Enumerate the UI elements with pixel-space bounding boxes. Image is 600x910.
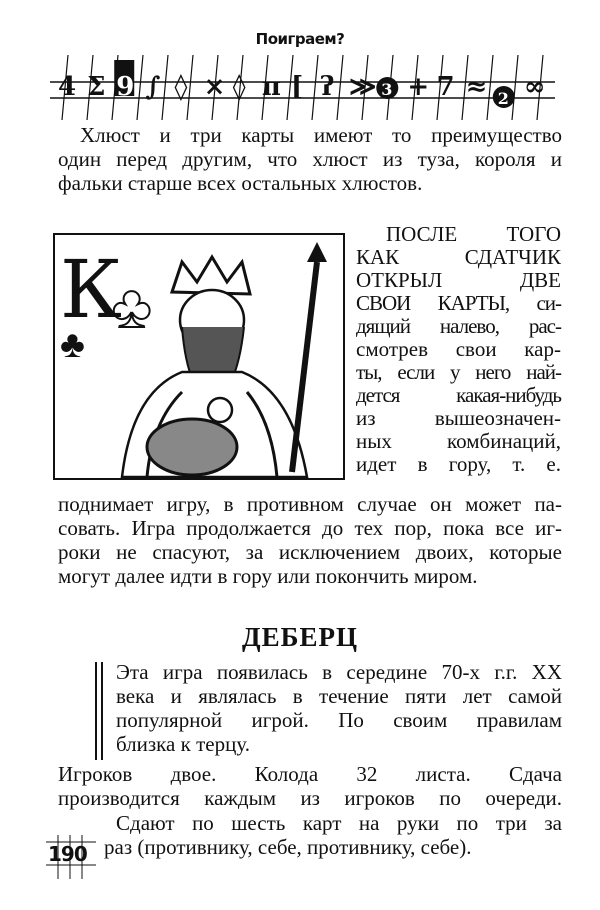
text-line: идет в гору, т. е.: [356, 452, 561, 476]
ornament-rule: [312, 55, 318, 120]
text-line: ОТКРЫЛ ДВЕ: [356, 268, 561, 292]
text-line: популярной игрой. По своим правилам: [116, 708, 562, 732]
ornament-symbol: +: [407, 72, 430, 102]
text-line: из вышеозначен-: [356, 406, 561, 430]
text-line: раз (противнику, себе, противнику, себе).: [104, 835, 472, 859]
text-line: роки не спасуют, за исключением двоих, которые: [58, 540, 562, 564]
text-line: могут далее идти в гору или покончить миром.: [58, 564, 478, 588]
ornament-rule: [512, 55, 518, 120]
text-line: фальки старше всех остальных хлюстов.: [58, 171, 423, 195]
text-line: близка к терцу.: [116, 732, 250, 756]
text-line: ных комбинаций,: [356, 429, 561, 453]
ornament-symbol: 9: [116, 72, 135, 102]
ornament-symbol: ×: [203, 72, 226, 102]
text-line: Сдают по шесть карт на руки по три за: [116, 811, 562, 835]
ornament-rule: [162, 55, 168, 120]
text-line: СВОИ КАРТЫ, си-: [356, 291, 561, 315]
text-line: дется какая-нибудь: [356, 383, 561, 407]
ornament-band: [0, 55, 600, 120]
ornament-rule: [187, 55, 193, 120]
text-line: Хлюст и три карты имеют то преимущество: [80, 123, 562, 147]
text-line: один перед другим, что хлюст из туза, короля и: [58, 147, 562, 171]
ornament-rule: [487, 55, 493, 120]
ornament-rule: [337, 55, 343, 120]
text-line: дящий налево, рас-: [356, 314, 561, 338]
king-of-clubs-illustration: [52, 232, 347, 484]
ornament-symbol: 7: [436, 72, 455, 102]
card-letter: К: [60, 243, 122, 336]
text-line: ПОСЛЕ ТОГО: [386, 222, 561, 246]
running-head: Поиграем?: [255, 30, 345, 48]
ornament-symbol: 2: [497, 89, 509, 108]
ornament-symbol: ≈: [465, 72, 488, 102]
ornament-symbol: ʔ: [320, 72, 335, 102]
ornament-symbol: Σ: [87, 72, 106, 102]
text-line: КАК СДАТЧИК: [356, 245, 561, 269]
ornament-symbol: ◊: [232, 72, 246, 102]
ornament-symbol: 3: [381, 80, 393, 99]
club-icon: ♣: [112, 274, 152, 340]
text-line: производится каждым из игроков по очереди.: [58, 786, 562, 810]
text-line: смотрев свои кар-: [356, 337, 561, 361]
ornament-symbol: ≫: [349, 72, 377, 102]
ornament-symbol: [: [290, 72, 304, 102]
page-number: 190: [48, 842, 87, 866]
ornament-symbol: π: [261, 72, 281, 102]
ornament-symbol: ∫: [145, 72, 161, 102]
text-line: века и являлась в течение пяти лет самой: [116, 684, 562, 708]
ornament-symbol: ∞: [523, 72, 546, 102]
text-line: Игроков двое. Колода 32 листа. Сдача: [58, 762, 562, 786]
section-title: ДЕБЕРЦ: [242, 622, 358, 652]
note-rule: [101, 662, 103, 760]
text-line: совать. Игра продолжается до тех пор, пока все иг-: [58, 516, 562, 540]
ornament-symbol: ◊: [174, 72, 188, 102]
text-line: ты, если у него най-: [356, 360, 561, 384]
note-rule: [95, 662, 97, 760]
text-line: Эта игра появилась в середине 70-х г.г. XX: [116, 660, 562, 684]
ornament-rule: [137, 55, 143, 120]
ornament-symbol: 4: [58, 72, 77, 102]
small-club-icon: ♣: [60, 324, 85, 366]
text-line: поднимает игру, в противном случае он может па-: [58, 492, 562, 516]
